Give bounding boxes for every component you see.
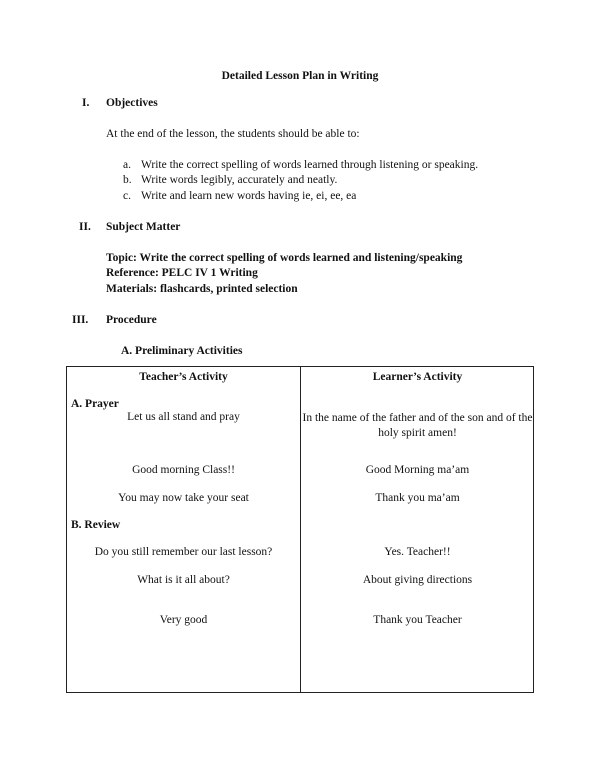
objectives-intro: At the end of the lesson, the students should be able to: [106, 128, 360, 140]
preliminary-activities-heading: A. Preliminary Activities [121, 345, 243, 357]
teacher-activity-cell: Let us all stand and pray [127, 411, 240, 423]
teacher-activity-cell: Do you still remember our last lesson? [94, 546, 273, 558]
teacher-activity-cell: What is it all about? [137, 574, 230, 586]
objective-marker: c. [123, 190, 131, 202]
subject-matter-heading: Subject Matter [106, 221, 181, 233]
objectives-heading: Objectives [106, 97, 158, 109]
procedure-number: III. [72, 314, 89, 326]
learner-activity-cell: Good Morning ma’am [365, 464, 470, 476]
learner-activity-cell: Yes. Teacher!! [384, 546, 451, 558]
objective-item: Write words legibly, accurately and neatly. [141, 174, 338, 186]
learner-activity-header: Learner’s Activity [372, 371, 463, 383]
objective-item: Write and learn new words having ie, ei, ee, ea [141, 190, 357, 202]
learner-activity-cell: In the name of the father and of the son and of the holy spirit amen! [302, 412, 533, 439]
objective-marker: b. [123, 174, 132, 186]
objectives-number: I. [82, 97, 90, 109]
materials-line: Materials: flashcards, printed selection [106, 283, 298, 295]
objective-marker: a. [123, 159, 131, 171]
page-title: Detailed Lesson Plan in Writing [221, 70, 379, 82]
teacher-activity-cell: Very good [159, 614, 208, 626]
topic-line: Topic: Write the correct spelling of words learned and listening/speaking [106, 252, 463, 264]
teacher-activity-cell: Good morning Class!! [132, 464, 235, 476]
learner-activity-cell: Thank you Teacher [373, 614, 462, 626]
learner-activity-cell: Thank you ma’am [375, 492, 460, 504]
reference-line: Reference: PELC IV 1 Writing [106, 267, 258, 279]
activity-table [66, 366, 534, 693]
teacher-activity-cell: You may now take your seat [118, 492, 249, 504]
teacher-activity-header: Teacher’s Activity [139, 371, 228, 383]
prayer-label: A. Prayer [71, 398, 119, 410]
procedure-heading: Procedure [106, 314, 157, 326]
subject-matter-number: II. [79, 221, 91, 233]
objective-item: Write the correct spelling of words learned through listening or speaking. [141, 159, 479, 171]
learner-activity-cell: About giving directions [362, 574, 473, 586]
review-label: B. Review [71, 519, 121, 531]
